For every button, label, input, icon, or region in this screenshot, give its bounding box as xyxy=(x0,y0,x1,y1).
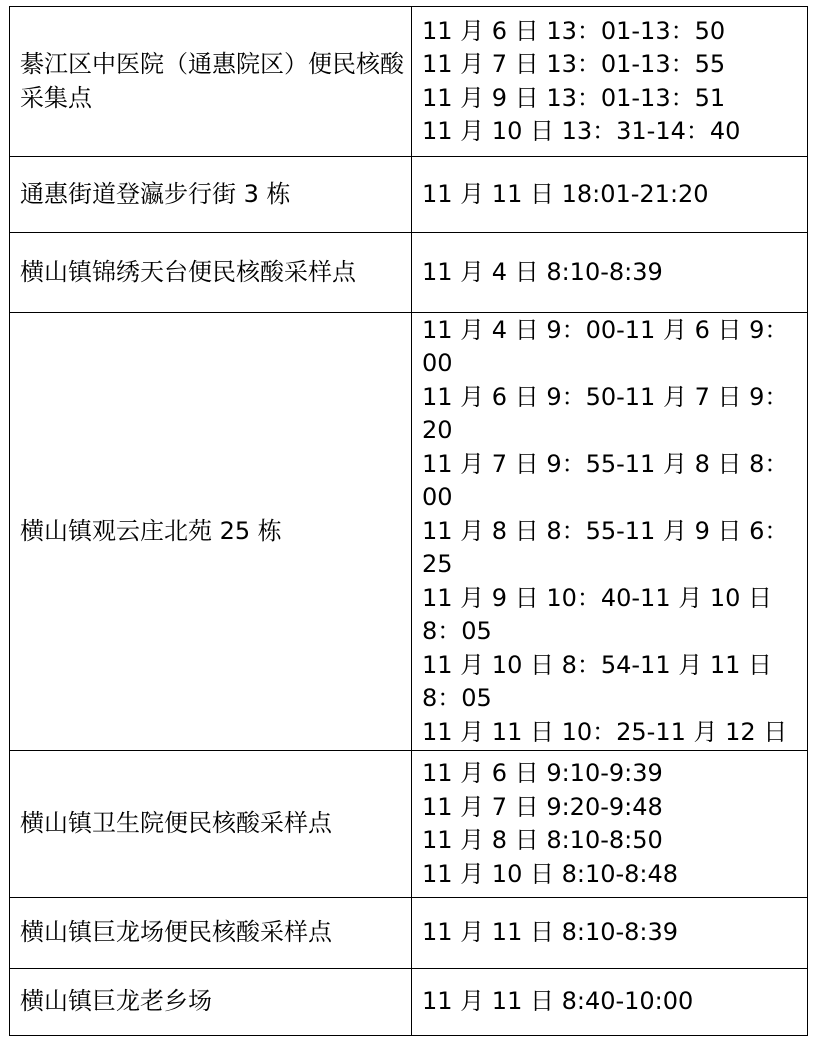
time-line: 11 月 7 日 13：01-13：55 xyxy=(422,50,726,78)
table-row xyxy=(10,898,808,969)
time-cell xyxy=(412,969,808,1036)
testing-sites-table xyxy=(9,6,808,1036)
time-line: 11 月 6 日 13：01-13：50 xyxy=(422,16,726,45)
time-line: 11 月 11 日 10：25-11 月 12 日 xyxy=(422,717,788,746)
location-cell: 横山镇巨龙老乡场 xyxy=(10,969,412,1036)
time-line: 11 月 10 日 8:10-8:48 xyxy=(422,859,679,888)
table-row xyxy=(10,969,808,1036)
location-cell: 横山镇观云庄北苑 25 栋 xyxy=(10,313,412,751)
time-line: 11 月 11 日 8:40-10:00 xyxy=(422,987,694,1016)
time-line: 11 月 8 日 8：55-11 月 9 日 6：25 xyxy=(422,516,789,579)
time-cell xyxy=(412,313,808,751)
location-cell: 綦江区中医院（通惠院区）便民核酸采集点 xyxy=(10,7,412,157)
time-cell xyxy=(412,898,808,969)
table-row xyxy=(10,157,808,233)
location-cell: 横山镇卫生院便民核酸采样点 xyxy=(10,751,412,898)
table-row xyxy=(10,233,808,313)
time-line: 11 月 11 日 8:10-8:39 xyxy=(422,918,679,947)
time-line: 11 月 7 日 9:20-9:48 xyxy=(422,792,663,821)
time-cell xyxy=(412,751,808,898)
time-cell xyxy=(412,157,808,233)
table-row xyxy=(10,751,808,898)
table-row xyxy=(10,313,808,751)
time-line: 11 月 10 日 13：31-14：40 xyxy=(422,117,741,145)
location-cell: 横山镇巨龙场便民核酸采样点 xyxy=(10,898,412,969)
time-line: 11 月 8 日 8:10-8:50 xyxy=(422,826,663,854)
time-line: 11 月 10 日 8：54-11 月 11 日 8：05 xyxy=(422,650,773,713)
time-line: 11 月 4 日 9：00-11 月 6 日 9：00 xyxy=(422,315,789,378)
table-row xyxy=(10,7,808,157)
time-cell xyxy=(412,233,808,313)
time-line: 11 月 6 日 9：50-11 月 7 日 9：20 xyxy=(422,382,789,445)
time-line: 11 月 6 日 9:10-9:39 xyxy=(422,759,663,787)
location-cell: 通惠街道登瀛步行街 3 栋 xyxy=(10,157,412,233)
location-cell: 横山镇锦绣天台便民核酸采样点 xyxy=(10,233,412,313)
time-line: 11 月 11 日 18:01-21:20 xyxy=(422,179,709,208)
time-cell xyxy=(412,7,808,157)
time-line: 11 月 7 日 9：55-11 月 8 日 8：00 xyxy=(422,449,789,512)
time-line: 11 月 9 日 13：01-13：51 xyxy=(422,83,726,112)
time-line: 11 月 9 日 10：40-11 月 10 日 8：05 xyxy=(422,583,773,646)
time-line: 11 月 4 日 8:10-8:39 xyxy=(422,257,663,286)
